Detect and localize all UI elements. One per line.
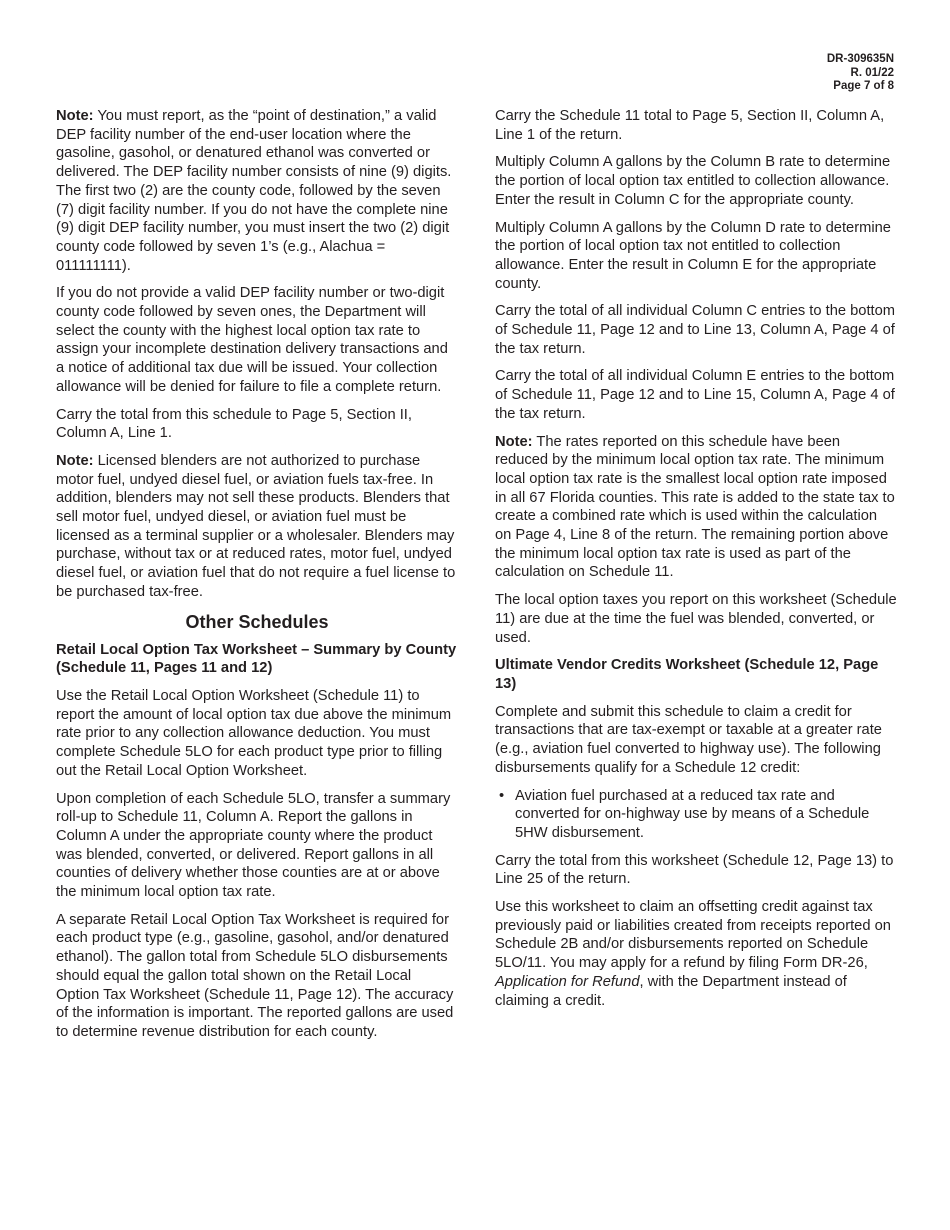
paragraph-separate-worksheet: A separate Retail Local Option Tax Worksheet is required for each product type (e.g., gasoline, gasohol, and/or denatured ethanol). The gallon total from Schedule 5LO disbursements should equal the gallon total shown on the Retail Local Option Tax Worksheet (Schedule 11, Page 12). The accuracy of the information is important. The reported gallons are used to determine revenue distribution for each county. [56,911,454,1040]
subheading-ultimate-vendor-credits: Ultimate Vendor Credits Worksheet (Schedule 12, Page 13) [495,657,879,692]
offset-text-before: Use this worksheet to claim an offsetting credit against tax previously paid or liabilities created from receipts reported on Schedule 2B and/or disbursements reported on Schedule 5LO/11. You may apply for a refund by filing Form DR-26, [495,899,891,972]
paragraph-carry-column-e: Carry the total of all individual Column E entries to the bottom of Schedule 11, Page 12 and to Line 15, Column A, Page 4 of the tax return. [495,368,895,422]
note-rates-reduced [495,433,897,583]
list-item-text: Aviation fuel purchased at a reduced tax rate and converted for on-highway use by means of a Schedule 5HW disbursement. [515,787,870,841]
paragraph-multiply-column-d: Multiply Column A gallons by the Column D rate to determine the portion of local option tax not entitled to collection allowance. Enter the result in Column E for the appropriate county. [495,219,891,292]
form-number: DR-309635N [826,53,894,65]
note-text: You must report, as the “point of destination,” a valid DEP facility number of the end-user location where the gasoline, gasohol, or denatured ethanol was converted or delivered. The DEP facility number consists of nine (9) digits. The first two (2) are the county code, followed by the seven (7) digit facility number. If you do not have the complete nine (9) digit DEP facility number, you must insert the two (2) digit county code followed by seven 1’s (e.g., Alachua = 011111111). [56,108,452,274]
subheading-retail-local-option: Retail Local Option Tax Worksheet – Summary by County (Schedule 11, Pages 11 and 12) [56,641,457,677]
paragraph-complete-submit: Complete and submit this schedule to claim a credit for transactions that are tax-exempt or taxable at a greater rate (e.g., aviation fuel converted to highway use). The following disbursements qualify for a Schedule 12 credit: [495,703,882,776]
form-revision: R. 01/22 [850,66,894,79]
form-header [827,53,894,94]
left-column [56,107,458,1051]
offset-text-after: , with the Department instead of claiming a credit. [495,973,847,1009]
paragraph-multiply-column-b: Multiply Column A gallons by the Column B rate to determine the portion of local option tax entitled to collection allowance. Enter the result in Column C for the appropriate county. [495,154,891,208]
list-item [495,787,897,843]
paragraph-local-option-due: The local option taxes you report on this worksheet (Schedule 11) are due at the time the fuel was blended, converted, or used. [495,592,897,646]
paragraph-upon-completion: Upon completion of each Schedule 5LO, transfer a summary roll-up to Schedule 11, Column A. Report the gallons in Column A under the appropriate county where the product was blended, converted, or delivered. Report gallons in all counties of delivery whether those counties are at or above the minimum local option tax rate. [56,790,451,901]
section-title-other-schedules: Other Schedules [185,611,329,632]
right-column [495,107,897,1019]
note-licensed-blenders [56,452,458,602]
paragraph-carry-schedule-11: Carry the Schedule 11 total to Page 5, Section II, Column A, Line 1 of the return. [495,108,885,143]
qualifying-disbursements-list [495,787,897,843]
paragraph-use-retail-worksheet: Use the Retail Local Option Worksheet (Schedule 11) to report the amount of local option tax due above the minimum rate prior to any collection allowance deduction. You must complete Schedule 5LO for each product type prior to filling out the Retail Local Option Worksheet. [56,687,452,779]
page-number: Page 7 of 8 [833,80,894,92]
note-text: The rates reported on this schedule have been reduced by the minimum local option tax rate. The minimum local option tax rate is the smallest local option rate imposed in all 67 Florida counties. This rate is added to the state tax to create a combined rate which is used within the calculation on Page 4, Line 8 of the return. The remaining portion above the minimum local option tax rate is used as part of the calculation on Schedule 11. [495,433,895,581]
paragraph-carry-schedule-12: Carry the total from this worksheet (Schedule 12, Page 13) to Line 25 of the return. [495,852,894,888]
form-title-application-for-refund: Application for Refund [495,973,640,990]
bullet-icon: • [499,787,505,804]
note-label: Note: [56,452,94,469]
paragraph-offsetting-credit [495,898,897,1010]
paragraph-carry-total: Carry the total from this schedule to Page 5, Section II, Column A, Line 1. [56,406,412,442]
note-label: Note: [56,108,94,124]
paragraph-invalid-dep: If you do not provide a valid DEP facility number or two-digit county code followed by seven ones, the Department will select the county with the highest local option tax rate to assign your incomplete destination delivery transactions and a notice of additional tax due will be issued. Your collection allowance will be denied for failure to file a complete return. [56,285,448,395]
note-dep-facility [56,107,458,275]
paragraph-carry-column-c: Carry the total of all individual Column C entries to the bottom of Schedule 11, Page 12 and to Line 13, Column A, Page 4 of the tax return. [495,303,896,357]
note-label: Note: [495,433,533,450]
note-text: Licensed blenders are not authorized to purchase motor fuel, undyed diesel fuel, or aviation fuels tax-free. In addition, blenders may not sell these products. Blenders that sell motor fuel, undyed diesel, or aviation fuel must be licensed as a terminal supplier or a wholesaler. Blenders may purchase, without tax or at reduced rates, motor fuel, undyed diesel fuel, or aviation fuel that do not require a fuel license to be purchased tax-free. [56,452,456,600]
